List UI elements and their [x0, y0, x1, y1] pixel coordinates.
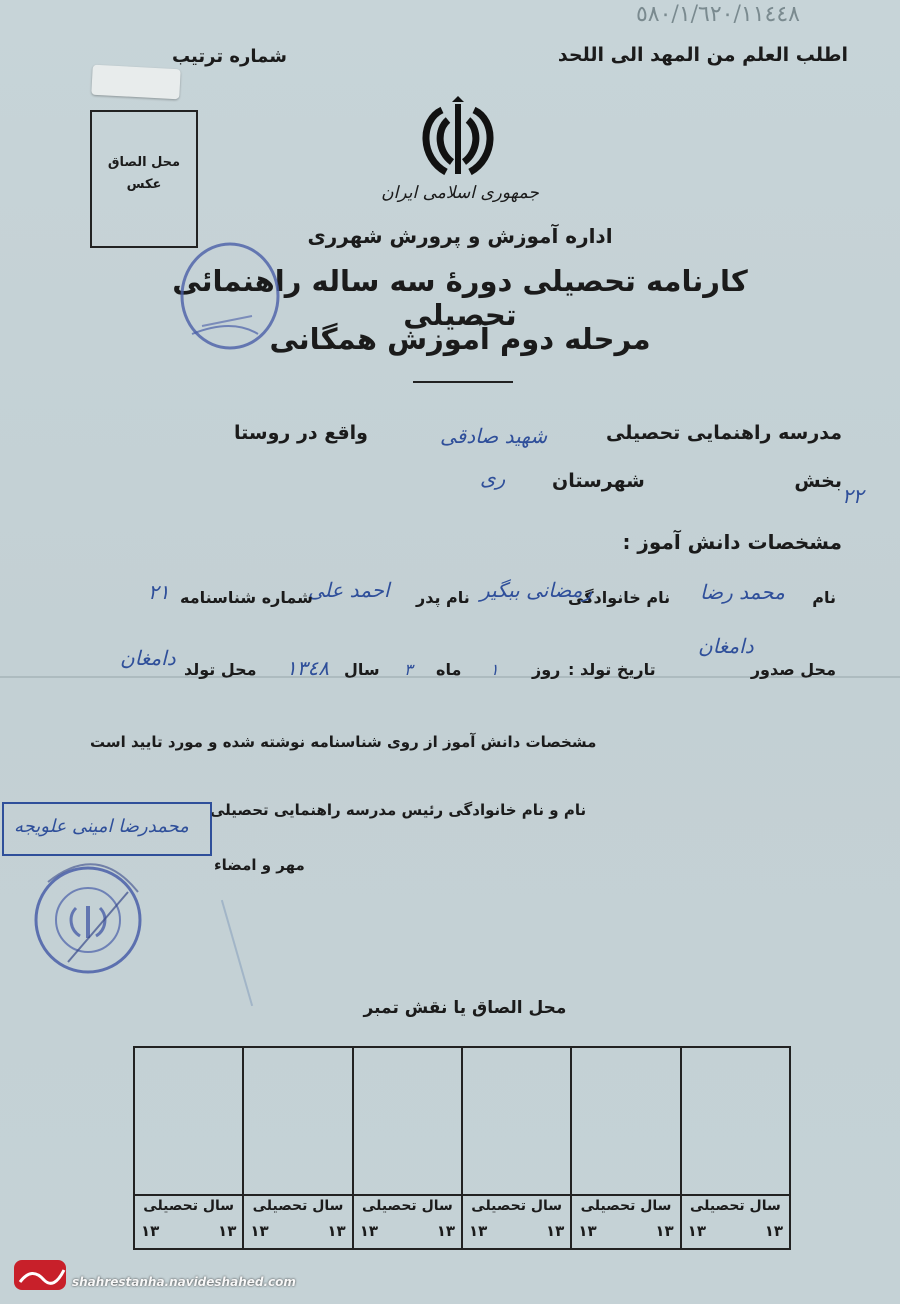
- year-prefix-row: [141, 1222, 236, 1240]
- report-card-title: کارنامه تحصیلی دورهٔ سه ساله راهنمائی تحصیلی: [172, 264, 748, 332]
- stamp-column: [570, 1048, 679, 1248]
- year-prefix-row: [578, 1222, 673, 1240]
- county-label: شهرستان: [552, 470, 645, 492]
- navideshahed-logo-icon: [12, 1252, 70, 1298]
- county-value: ری: [480, 466, 506, 490]
- father-name-value: احمد علی: [308, 578, 390, 602]
- stamp-column: [135, 1048, 242, 1248]
- birth-month-value: ٣: [404, 660, 413, 679]
- id-number-value: ٢١: [148, 580, 170, 604]
- stamp-column: [242, 1048, 351, 1248]
- stamp-slot: [354, 1048, 461, 1196]
- year-prefix: ١٣: [469, 1222, 488, 1240]
- stamp-area-label: محل الصاق یا نقش تمبر: [363, 998, 567, 1018]
- year-prefix: ١٣: [578, 1222, 597, 1240]
- birth-year-label: سال: [344, 660, 380, 679]
- birth-day-label: روز: [532, 660, 561, 679]
- photo-box-label: محل الصاق عکس: [107, 155, 181, 192]
- birthplace-value: دامغان: [120, 646, 176, 670]
- district-label: بخش: [794, 470, 842, 492]
- stamp-column: [352, 1048, 461, 1248]
- stamp-slot: [572, 1048, 679, 1196]
- country-name: جمهوری اسلامی ایران: [381, 183, 539, 203]
- academic-year-label: سال تحصیلی: [143, 1198, 235, 1214]
- department-title: اداره آموزش و پرورش شهرری: [307, 224, 613, 248]
- birth-date-label: تاریخ تولد :: [568, 660, 656, 679]
- archive-number: ٥٨٠/١/٦٢٠/١١٤٤٨: [635, 2, 800, 27]
- year-prefix-row: [250, 1222, 345, 1240]
- district-number: ٢٢: [842, 484, 864, 508]
- confirmation-text: مشخصات دانش آموز از روی شناسنامه نوشته شده و مورد تایید است: [90, 733, 597, 751]
- stamp-column: [680, 1048, 789, 1248]
- father-name-label: نام پدر: [416, 588, 470, 607]
- academic-year-label: سال تحصیلی: [252, 1198, 344, 1214]
- birth-day-value: ١: [490, 660, 499, 679]
- school-label: مدرسه راهنمایی تحصیلی: [605, 422, 842, 444]
- round-stamp-icon: [28, 852, 158, 982]
- village-label: واقع در روستا: [234, 422, 368, 444]
- issue-place-label: محل صدور: [750, 660, 836, 679]
- stamp-slot: [682, 1048, 789, 1196]
- family-name-value: رمضانی ببگیر: [480, 578, 593, 602]
- year-prefix: ١٣: [687, 1222, 706, 1240]
- year-prefix: ١٣: [655, 1222, 674, 1240]
- principal-name-label: نام و نام خانوادگی رئیس مدرسه راهنمایی تحصیلی: [210, 801, 587, 819]
- birth-month-label: ماه: [436, 660, 462, 679]
- year-prefix: ١٣: [218, 1222, 237, 1240]
- student-details-heading: مشخصات دانش آموز :: [622, 530, 842, 554]
- principal-name-value: محمدرضا امینی علویجه: [14, 816, 189, 837]
- academic-year-label: سال تحصیلی: [689, 1198, 781, 1214]
- id-number-label: شماره شناسنامه: [180, 588, 313, 607]
- first-name-value: محمد رضا: [700, 580, 785, 604]
- birth-year-value: ١٣٤٨: [286, 656, 329, 680]
- year-prefix: ١٣: [141, 1222, 160, 1240]
- year-prefix: ١٣: [546, 1222, 565, 1240]
- ink-mark: [221, 900, 253, 1006]
- watermark-url-link[interactable]: shahrestanha.navideshahed.com: [72, 1275, 296, 1289]
- year-prefix-row: [688, 1222, 783, 1240]
- year-prefix: ١٣: [327, 1222, 346, 1240]
- academic-year-label: سال تحصیلی: [471, 1198, 563, 1214]
- year-prefix-row: [360, 1222, 455, 1240]
- report-card-subtitle: مرحله دوم آموزش همگانی: [269, 322, 651, 356]
- paper-clip: [91, 65, 180, 100]
- issue-place-value: دامغان: [698, 634, 754, 658]
- quote-line: اطلب العلم من المهد الی اللحد: [557, 44, 848, 66]
- year-prefix-row: [469, 1222, 564, 1240]
- round-stamp-icon: [172, 238, 280, 352]
- seal-signature-label: مهر و امضاء: [214, 856, 305, 874]
- photo-box: [90, 110, 198, 248]
- stamp-slot: [244, 1048, 351, 1196]
- serial-number-label: شماره ترتیب: [172, 46, 287, 67]
- stamp-slot: [135, 1048, 242, 1196]
- family-name-label: نام خانوادگی: [568, 588, 671, 607]
- stamp-slot: [463, 1048, 570, 1196]
- school-value: شهید صادقی: [440, 424, 548, 448]
- birthplace-label: محل تولد: [184, 660, 257, 679]
- stamp-column: [461, 1048, 570, 1248]
- year-prefix: ١٣: [250, 1222, 269, 1240]
- academic-year-label: سال تحصیلی: [580, 1198, 672, 1214]
- stamp-table: [133, 1046, 791, 1250]
- first-name-label: نام: [812, 588, 836, 607]
- title-divider: [413, 381, 513, 383]
- year-prefix: ١٣: [436, 1222, 456, 1240]
- year-prefix: ١٣: [359, 1222, 378, 1240]
- academic-year-label: سال تحصیلی: [361, 1198, 453, 1214]
- iran-emblem-icon: [412, 96, 504, 184]
- year-prefix: ١٣: [764, 1222, 783, 1240]
